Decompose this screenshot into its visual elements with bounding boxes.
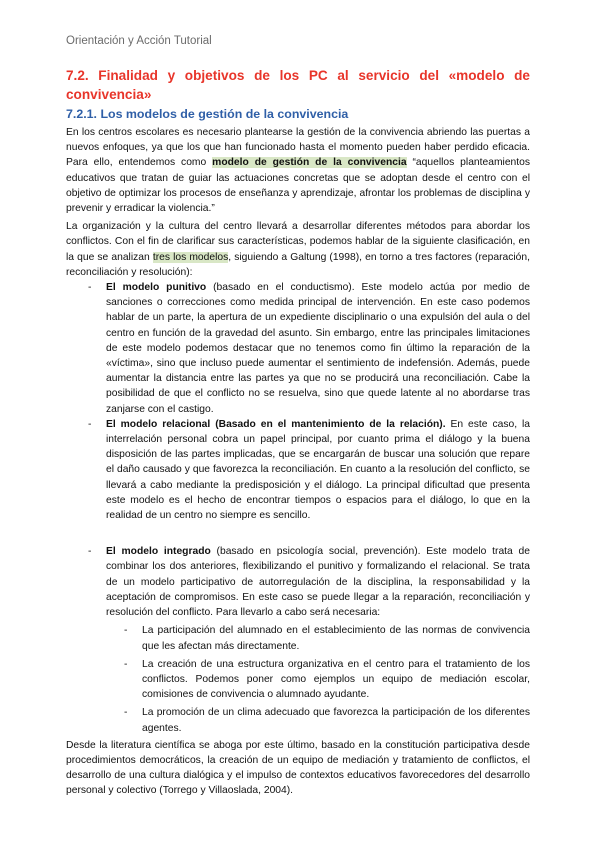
highlighted-term: modelo de gestión de la convivencia (212, 157, 407, 169)
list-item: - La creación de una estructura organizativa en el centro para el tratamiento de los conflictos. Podemos poner como ejemplos un equipo de mediación escolar, comisiones de convivencia o alumnado ayudante. (142, 657, 530, 703)
models-list (66, 280, 530, 736)
subsection-heading: 7.2.1. Los modelos de gestión de la convivencia (66, 107, 349, 121)
intro-paragraph-1: En los centros escolares es necesario plantearse la gestión de la convivencia abriendo las puertas a nuevos enfoques, ya que los que han funcionado hasta el momento pueden haber perdido eficacia. Para ello, entendemos como modelo de gestión de la convivencia “aquellos planteamientos educativos que tratan de guiar las actuaciones concretas que se adoptan desde el centro con el objetivo de optimizar los procesos de enseñanza y aprendizaje, afrontar los problemas de disciplina y prevenir y erradicar la violencia.” (66, 127, 531, 215)
list-item-integrated-model: - El modelo integrado (basado en psicología social, prevención). Este modelo trata de combinar los dos anteriores, flexibilizando el punitivo y formalizando el relacional. Se trata de un modelo participativo de autorregulación de la disciplina, la responsabilidad y la aceptación de compromisos. En este caso se puede llegar a la reparación, reconciliación y resolución del conflicto. Para llevarlo a cabo será necesaria: - La participación del alumnado en el establecimiento de las normas de convivencia que les afectan más directamente. - La creación de una estructura organizativa en el centro para el tratamiento de los conflictos. Podemos poner como ejemplos un equipo de mediación escolar, comisiones de convivencia o alumnado ayudante. - La promoción de un clima adecuado que favorezca la participación de los diferentes agentes. (106, 544, 530, 735)
highlighted-term: tres los modelos (152, 251, 229, 263)
intro-paragraph-2: La organización y la cultura del centro llevará a desarrollar diferentes métodos para abordar los conflictos. Con el fin de clarificar sus características, podemos hablar de la siguiente clasificación, en la que se analizan tres los modelos, siguiendo a Galtung (1998), en torno a tres factores (reparación, reconciliación y resolución): (66, 221, 530, 278)
closing-paragraph: Desde la literatura científica se aboga por este último, basado en la constitución participativa desde procedimientos democráticos, la creación de un equipo de mediación y tratamiento de conflictos, el desarrollo de una cultura dialógica y el impulso de contextos educativos favorecedores del desarrollo personal y colectivo (Torrego y Villaoslada, 2004). (66, 739, 530, 797)
requirements-list (106, 623, 530, 735)
list-item-punitive-model: - El modelo punitivo (basado en el conductismo). Este modelo actúa por medio de sanciones o correcciones como medida principal de intervención. En este caso podemos hablar de un parte, la apertura de un expediente disciplinario o una expulsión del aula o del centro en función de la gravedad del asunto. Sin embargo, entre las principales limitaciones de este modelo podemos destacar que no tenemos como fin último la reparación de la «víctima», sino que incluso puede aumentar el sentimiento de indefensión. Además, puede aumentar la distancia entre las partes ya que no se producirá una reconciliación. Cabe la posibilidad de que el conflicto no se resuelva, sino que quede latente al no abordarse tras zanjarse con el castigo. (106, 280, 530, 417)
running-header: Orientación y Acción Tutorial (66, 35, 212, 47)
section-heading: 7.2. Finalidad y objetivos de los PC al servicio del «modelo de convivencia» (66, 68, 530, 102)
list-item: - La participación del alumnado en el establecimiento de las normas de convivencia que les afectan más directamente. (142, 623, 530, 653)
body-text (66, 125, 530, 799)
list-item: - La promoción de un clima adecuado que favorezca la participación de los diferentes agentes. (142, 705, 530, 735)
list-item-relational-model: - El modelo relacional (Basado en el mantenimiento de la relación). En este caso, la interrelación personal cobra un papel principal, por cuanto prima el diálogo y la buena disposición de las partes implicadas, que se encargarán de buscar una solución que repare el daño causado y que favorezca la reconciliación. En cuanto a la resolución del conflicto, se llevará a cabo mediante la predisposición y el diálogo. La principal dificultad que presenta este modelo es el hecho de encontrar tiempos o espacios para el diálogo, lo que en la realidad de un centro no siempre es sencillo. (106, 417, 530, 523)
